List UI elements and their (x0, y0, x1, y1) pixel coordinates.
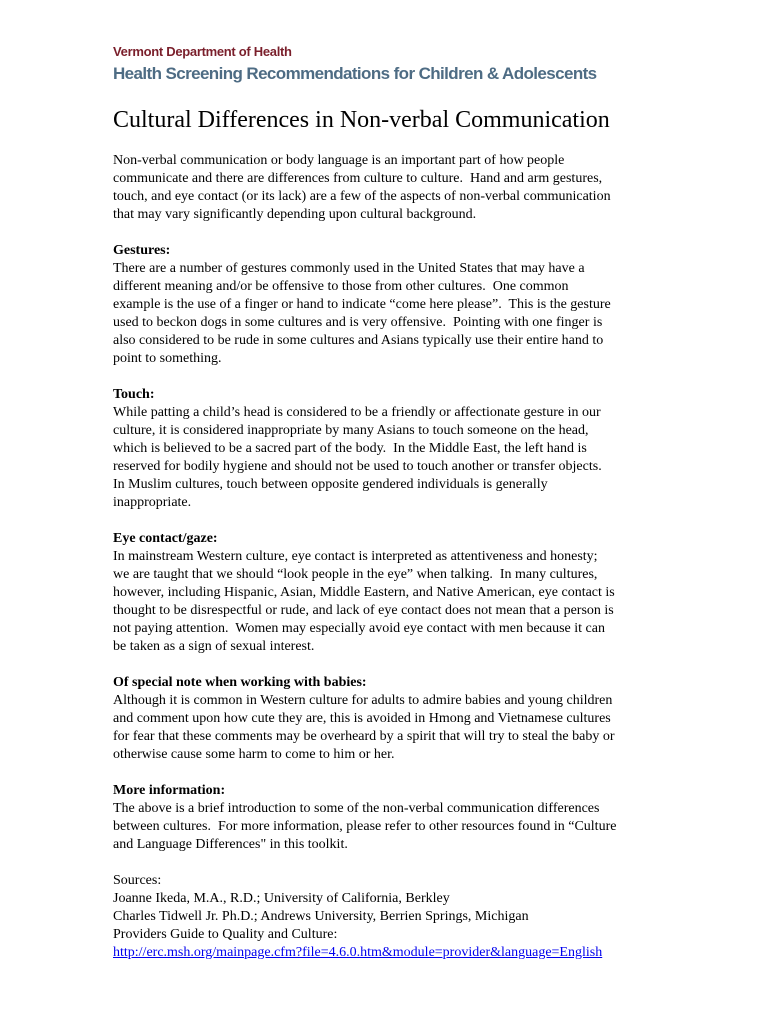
section-text: While patting a child’s head is considered to be a friendly or affectionate gesture in our culture, it is considered inappropriate by many Asians to touch someone on the head, which is believed to be a sacred part of the body. In the Middle East, the left hand is reserved for bodily hygiene and should not be used to touch another or transfer objects. In Muslim cultures, touch between opposite gendered individuals is generally inappropriate. (113, 405, 602, 510)
document-page (113, 0, 693, 1024)
intro-paragraph: Non-verbal communication or body language is an important part of how people communicate and there are differences from culture to culture. Hand and arm gestures, touch, and eye contact (or its lack) are a few of the aspects of non-verbal communication that may vary significantly depending upon cultural background. (113, 153, 611, 222)
sources-label: Sources: (113, 873, 162, 888)
section-heading: Eye contact/gaze: (113, 531, 218, 546)
section-touch (113, 386, 673, 512)
section-heading: Touch: (113, 387, 155, 402)
document-body (113, 152, 673, 962)
series-title: Health Screening Recommendations for Children & Adolescents (113, 64, 597, 83)
section-more-information (113, 782, 673, 854)
section-text: The above is a brief introduction to some of the non-verbal communication differences between cultures. For more information, please refer to other resources found in “Culture and Language Differences" in this toolkit. (113, 801, 617, 852)
source-item: Joanne Ikeda, M.A., R.D.; University of California, Berkley (113, 891, 450, 906)
section-gestures (113, 242, 673, 368)
section-eye-contact (113, 530, 673, 656)
source-link[interactable]: http://erc.msh.org/mainpage.cfm?file=4.6.0.htm&module=provider&language=English (113, 945, 603, 960)
section-text: Although it is common in Western culture for adults to admire babies and young children and comment upon how cute they are, this is avoided in Hmong and Vietnamese cultures for fear that these comments may be overheard by a spirit that will try to steal the baby or otherwise cause some harm to come to him or her. (113, 693, 615, 762)
source-item: Charles Tidwell Jr. Ph.D.; Andrews University, Berrien Springs, Michigan (113, 909, 529, 924)
section-heading: Of special note when working with babies: (113, 675, 367, 690)
section-babies (113, 674, 673, 764)
organization-name: Vermont Department of Health (113, 44, 292, 59)
section-heading: Gestures: (113, 243, 171, 258)
document-title: Cultural Differences in Non-verbal Communication (113, 107, 610, 133)
section-heading: More information: (113, 783, 226, 798)
section-text: There are a number of gestures commonly used in the United States that may have a different meaning and/or be offensive to those from other cultures. One common example is the use of a finger or hand to indicate “come here please”. This is the gesture used to beckon dogs in some cultures and is very offensive. Pointing with one finger is also considered to be rude in some cultures and Asians typically use their entire hand to point to something. (113, 261, 611, 366)
source-item: Providers Guide to Quality and Culture: (113, 927, 338, 942)
sources-list (113, 872, 673, 962)
section-text: In mainstream Western culture, eye contact is interpreted as attentiveness and honesty; we are taught that we should “look people in the eye” when talking. In many cultures, however, including Hispanic, Asian, Middle Eastern, and Native American, eye contact is thought to be disrespectful or rude, and lack of eye contact does not mean that a person is not paying attention. Women may especially avoid eye contact with men because it can be taken as a sign of sexual interest. (113, 549, 615, 654)
